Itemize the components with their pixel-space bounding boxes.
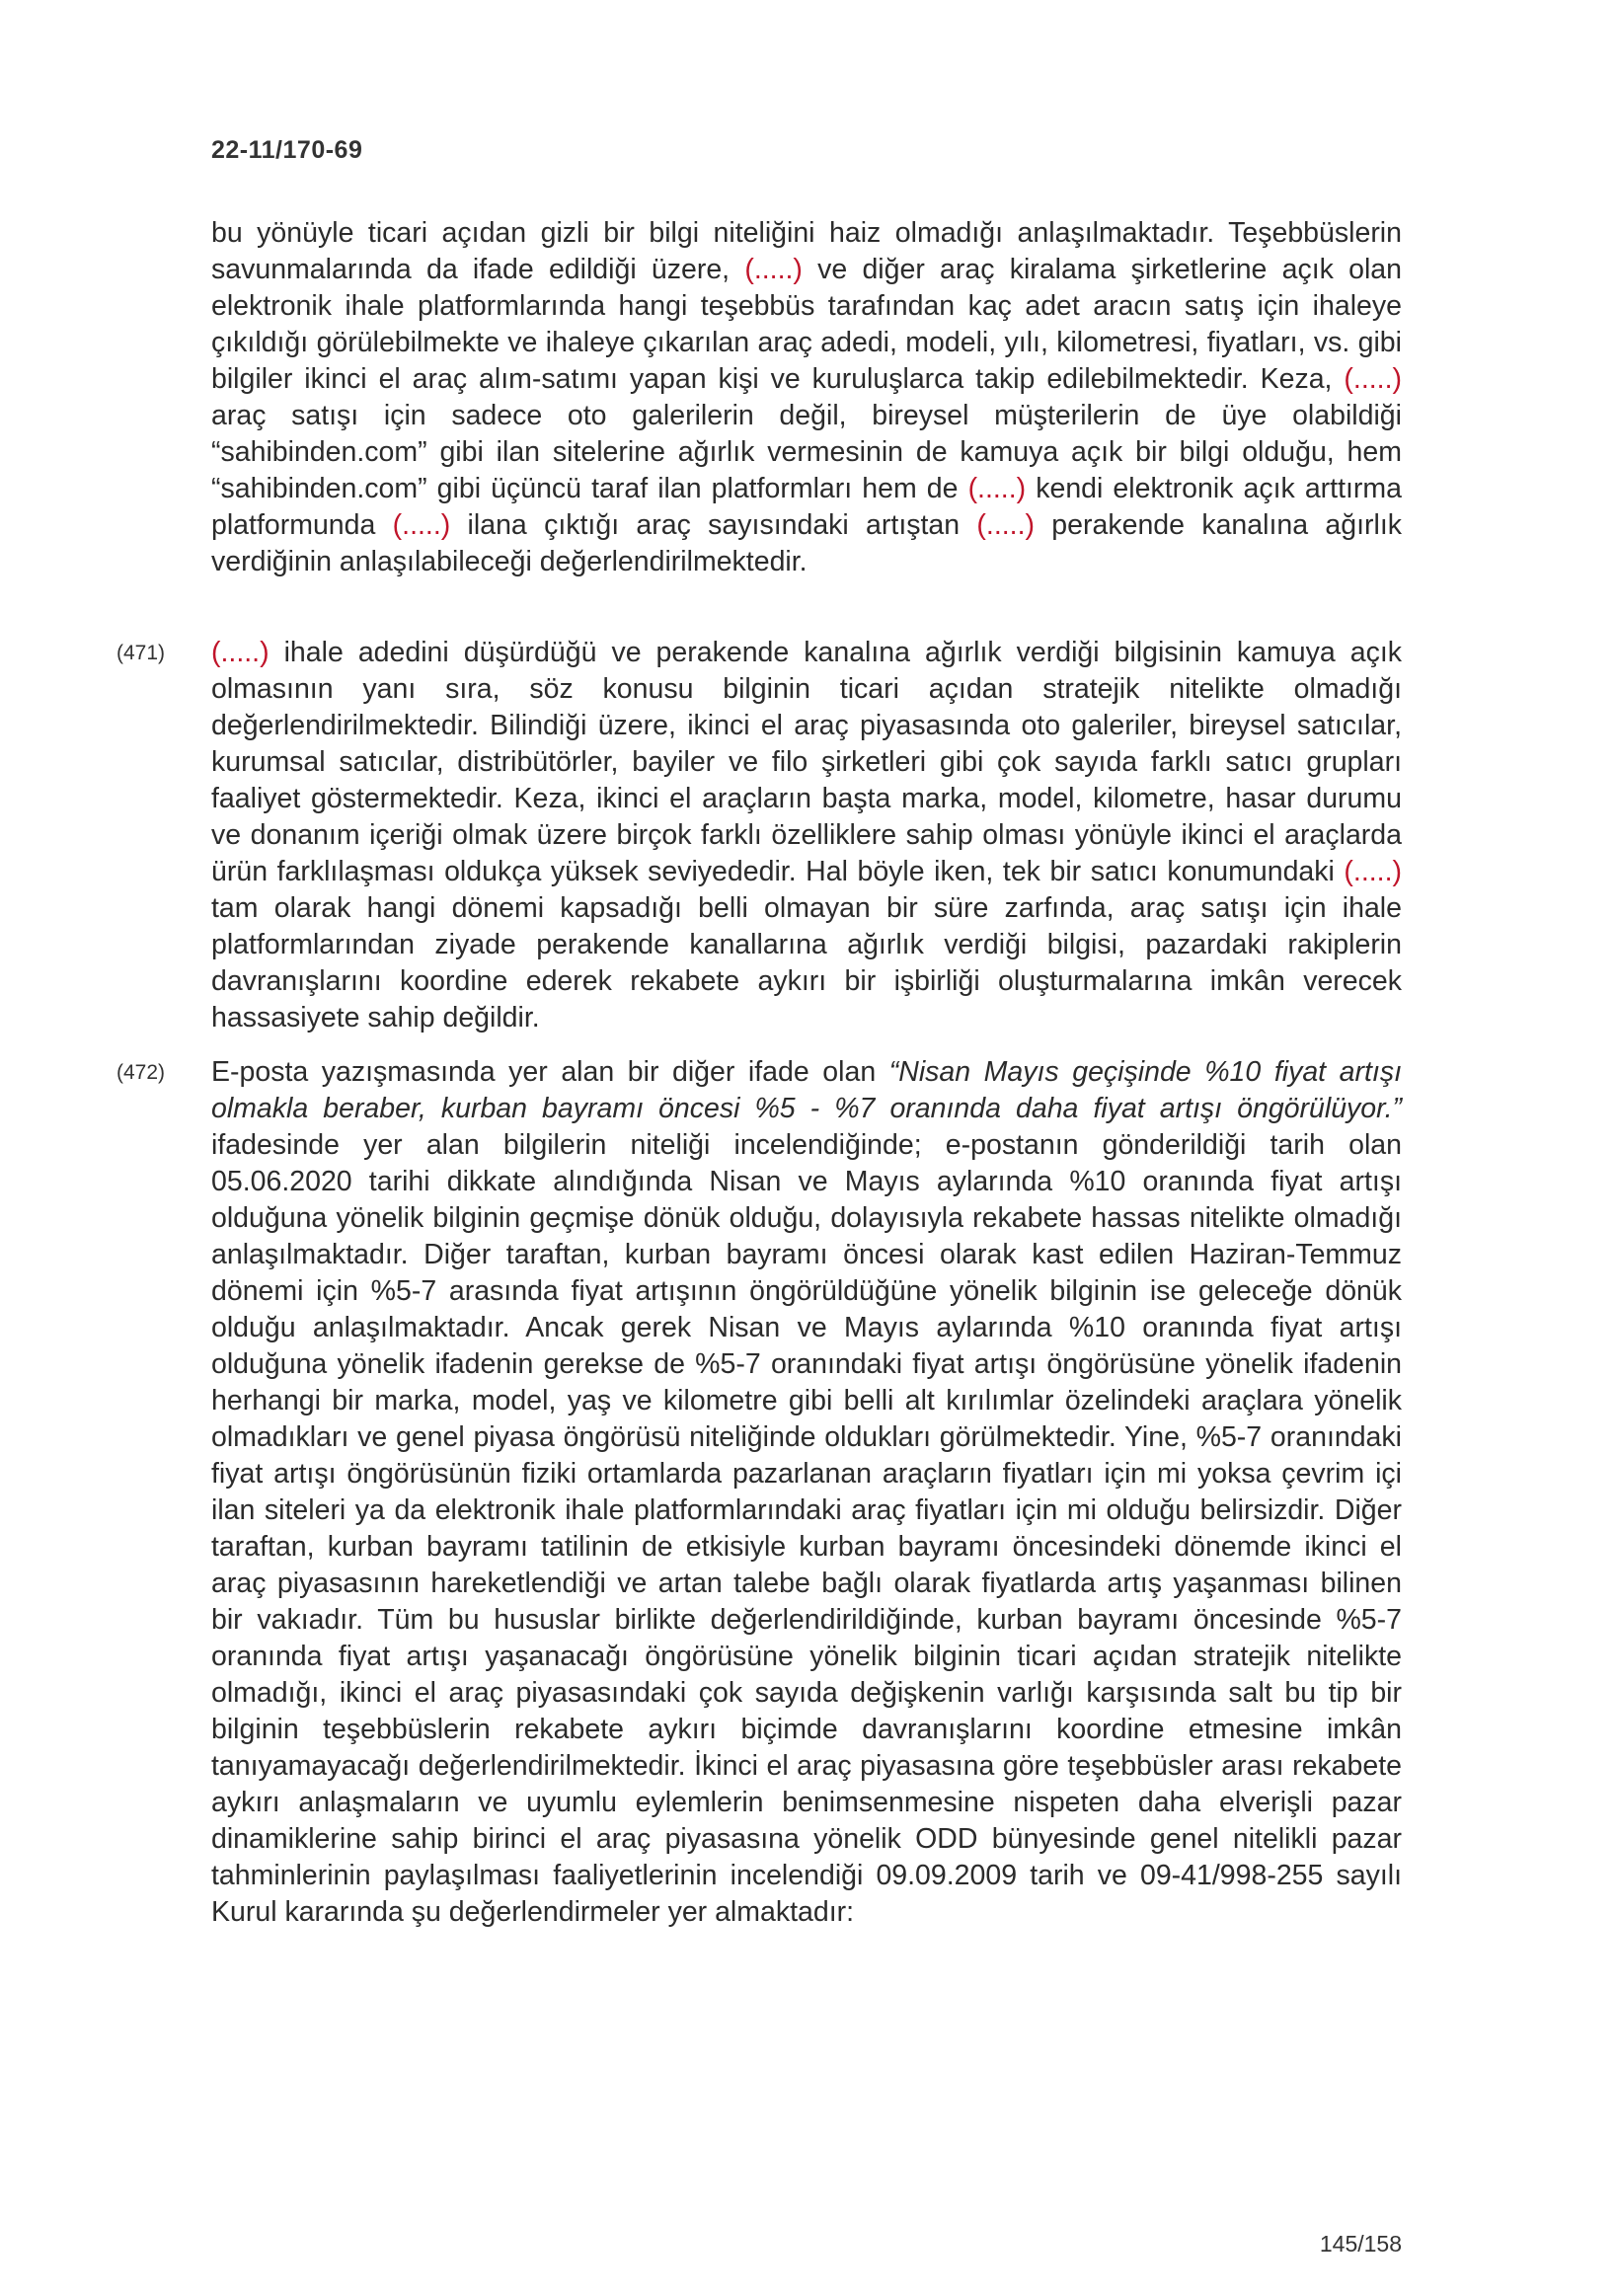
redaction-mark: (.....): [967, 473, 1027, 504]
paragraph-continuation: [211, 215, 1402, 580]
redaction-mark: (.....): [211, 637, 269, 668]
paragraph-number-472: (472): [116, 1061, 166, 1084]
paragraph-text: E-posta yazışmasında yer alan bir diğer ifade olan: [211, 1056, 889, 1088]
paragraph-text: bu yönüyle ticari açıdan gizli bir bilgi niteliğini haiz olmadığı anlaşılmaktadır. Teşebbüslerin savunmalarında da ifade edildiği üzere,: [211, 217, 1402, 285]
paragraph-text: ifadesinde yer alan bilgilerin niteliği incelendiğinde; e-postanın gönderildiği tarih olan 05.06.2020 tarihi dikkate alındığında Nisan ve Mayıs aylarında %10 oranında fiyat artışı olduğuna yönelik bilginin geçmişe dönük olduğu, dolayısıyla rekabete hassas nitelikte olmadığı anlaşılmaktadır. Diğer taraftan, kurban bayramı öncesi olarak kast edilen Haziran-Temmuz dönemi için %5-7 arasında fiyat artışının öngörüldüğüne yönelik bilginin ise geleceğe dönük olduğu anlaşılmaktadır. Ancak gerek Nisan ve Mayıs aylarında %10 oranında fiyat artışı olduğuna yönelik ifadenin gerekse de %5-7 oranındaki fiyat artışı öngörüsüne yönelik ifadenin herhangi bir marka, model, yaş ve kilometre gibi belli alt kırılımlar özelindeki araçlara yönelik olmadıkları ve genel piyasa öngörüsü niteliğinde oldukları görülmektedir. Yine, %5-7 oranındaki fiyat artışı öngörüsünün fiziki ortamlarda pazarlanan araçların fiyatları için mi yoksa çevrim içi ilan siteleri ya da elektronik ihale platformlarındaki araç fiyatları için mi olduğu belirsizdir. Diğer taraftan, kurban bayramı tatilinin de etkisiyle kurban bayramı öncesindeki dönemde ikinci el araç piyasasının hareketlendiği ve artan talebe bağlı olarak fiyatlarda artış yaşanması bilinen bir vakıadır. Tüm bu hususlar birlikte değerlendirildiğinde, kurban bayramı öncesinde %5-7 oranında fiyat artışı yaşanacağı öngörüsüne yönelik bilginin ticari açıdan stratejik nitelikte olmadığı, ikinci el araç piyasasındaki çok sayıda değişkenin varlığı karşısında salt bu tip bir bilginin teşebbüslerin rekabete aykırı biçimde davranışlarını koordine etmesine imkân tanıyamayacağı değerlendirilmektedir. İkinci el araç piyasasına göre teşebbüsler arası rekabete aykırı anlaşmaların ve uyumlu eylemlerin benimsenmesine nispeten daha elverişli pazar dinamiklerine sahip birinci el araç piyasasına yönelik ODD bünyesinde genel nitelikli pazar tahminlerinin paylaşılması faaliyetlerinin incelendiği 09.09.2009 tarih ve 09-41/998-255 sayılı Kurul kararında şu değerlendirmeler yer almaktadır:: [211, 1129, 1402, 1928]
redaction-mark: (.....): [744, 254, 803, 285]
paragraph-text: ilana çıktığı araç sayısındaki artıştan: [450, 509, 977, 541]
paragraph-text: ve diğer araç kiralama şirketlerine açık olan elektronik ihale platformlarında hangi teşebbüs tarafından kaç adet aracın satış için ihaleye çıkıldığı görülebilmekte ve ihaleye çıkarılan araç adedi, modeli, yılı, kilometresi, fiyatları, vs. gibi bilgiler ikinci el araç alım-satımı yapan kişi ve kuruluşlarca takip edilebilmektedir. Keza,: [211, 254, 1402, 395]
redaction-mark: (.....): [1344, 856, 1402, 887]
paragraph-text: perakende kanalına ağırlık verdiğinin anlaşılabileceği değerlendirilmektedir.: [211, 509, 1402, 577]
paragraph-text: ihale adedini düşürdüğü ve perakende kanalına ağırlık verdiği bilgisinin kamuya açık olmasının yanı sıra, söz konusu bilginin ticari açıdan stratejik nitelikte olmadığı değerlendirilmektedir. Bilindiği üzere, ikinci el araç piyasasında oto galeriler, bireysel satıcılar, kurumsal satıcılar, distribütörler, bayiler ve filo şirketleri gibi çok sayıda farklı satıcı grupları faaliyet göstermektedir. Keza, ikinci el araçların başta marka, model, kilometre, hasar durumu ve donanım içeriği olmak üzere birçok farklı özelliklere sahip olması yönüyle ikinci el araçlarda ürün farklılaşması oldukça yüksek seviyededir. Hal böyle iken, tek bir satıcı konumundaki: [211, 637, 1402, 887]
redaction-mark: (.....): [1344, 363, 1402, 395]
paragraph-472: [211, 1054, 1402, 1931]
quoted-email-text: “Nisan Mayıs geçişinde %10 fiyat artışı olmakla beraber, kurban bayramı öncesi %5 - %7 oranında daha fiyat artışı öngörülüyor.”: [211, 1056, 1402, 1124]
paragraph-text: kendi elektronik açık arttırma platformunda: [211, 473, 1402, 541]
page-number: 145/158: [1319, 2231, 1402, 2257]
paragraph-text: tam olarak hangi dönemi kapsadığı belli olmayan bir süre zarfında, araç satışı için ihale platformlarından ziyade perakende kanallarına ağırlık verdiği bilgisi, pazardaki rakiplerin davranışlarını koordine ederek rekabete aykırı bir işbirliği oluşturmalarına imkân verecek hassasiyete sahip değildir.: [211, 892, 1402, 1033]
paragraph-number-471: (471): [116, 642, 166, 664]
redaction-mark: (.....): [976, 509, 1035, 541]
document-id: 22-11/170-69: [211, 136, 363, 164]
redaction-mark: (.....): [392, 509, 451, 541]
paragraph-text: araç satışı için sadece oto galerilerin değil, bireysel müşterilerin de üye olabildiği “sahibinden.com” gibi ilan sitelerine ağırlık vermesinin de kamuya açık bir bilgi olduğu, hem “sahibinden.com” gibi üçüncü taraf ilan platformları hem de: [211, 400, 1402, 504]
paragraph-471: [211, 635, 1402, 1036]
